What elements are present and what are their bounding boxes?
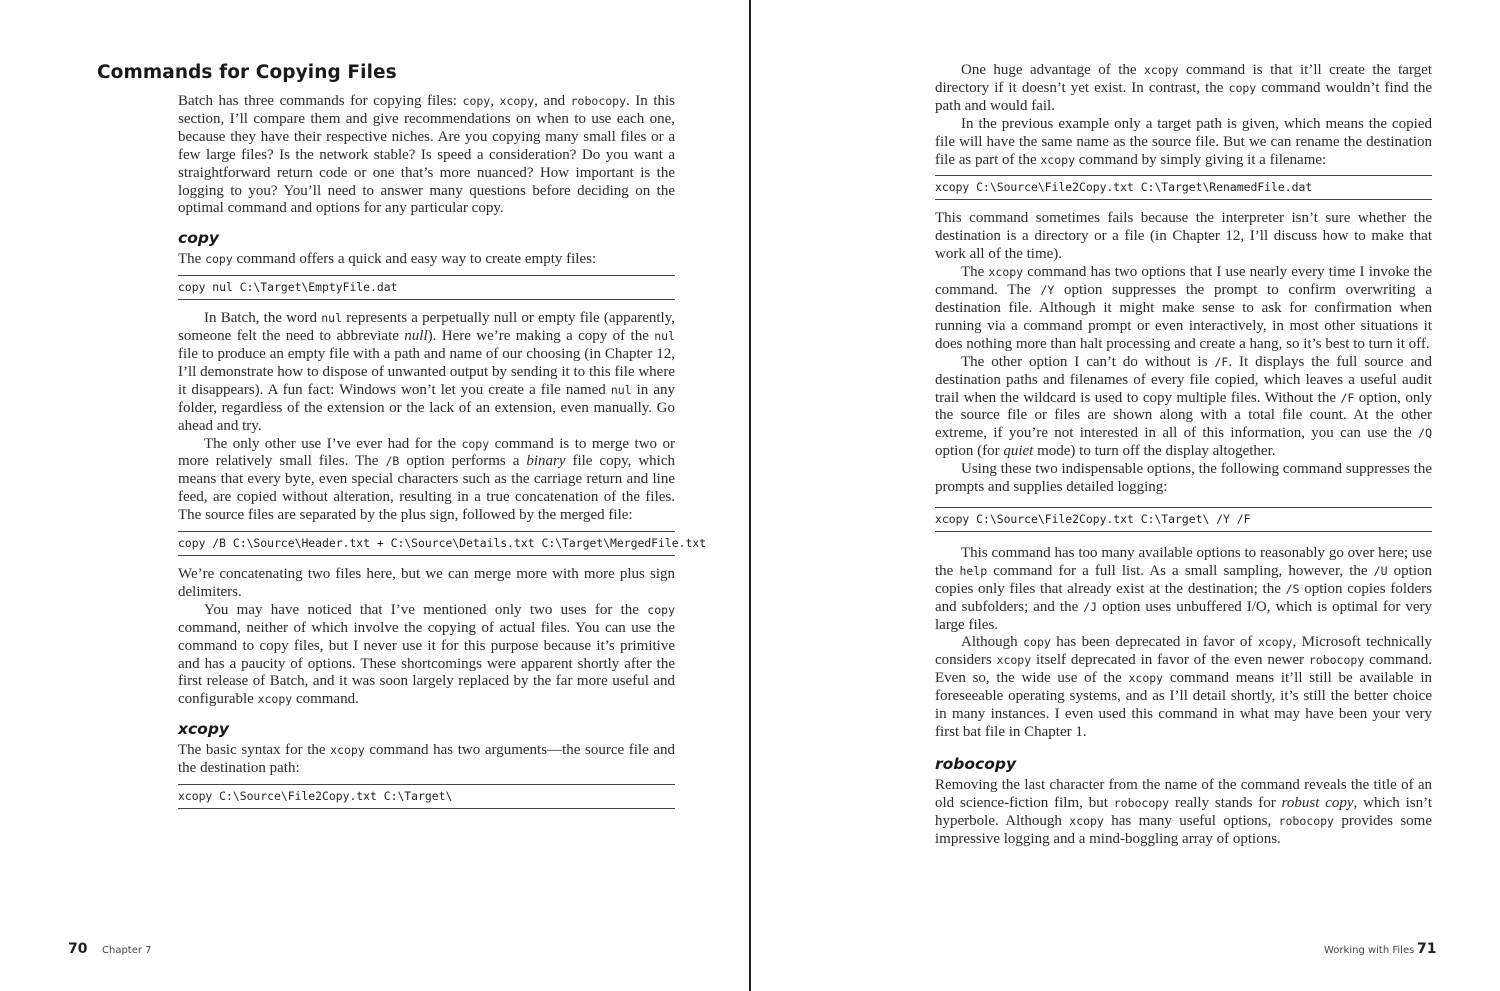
- emphasis: null: [404, 328, 428, 345]
- code-block-merge: copy /B C:\Source\Header.txt + C:\Source\Details.txt C:\Target\MergedFile.txt: [178, 531, 675, 556]
- robocopy-heading: robocopy: [935, 754, 1017, 773]
- xcopy-paragraph-1: The basic syntax for the xcopy command has two arguments—the source file and the destination path:: [178, 742, 675, 777]
- running-head: Chapter 7: [102, 945, 152, 956]
- inline-code: copy: [647, 602, 675, 617]
- inline-code: xcopy: [257, 692, 293, 707]
- copy-heading: copy: [178, 229, 220, 248]
- xcopy-paragraph-5: The xcopy command has two options that I use nearly every time I invoke the command. The /Y option suppresses the prompt to confirm overwriting a destination file. Although it might make sense to ask for confirmation when running via a command prompt or even interactively, in most other situations it does nothing more than halt processing and create a hang, so it’s best to turn it off.: [935, 264, 1432, 352]
- xcopy-paragraph-2: One huge advantage of the xcopy command is that it’ll create the target directory if it doesn’t yet exist. In contrast, the copy command wouldn’t find the path and would fail.: [935, 62, 1433, 114]
- inline-code: robocopy: [570, 94, 627, 108]
- inline-code: xcopy: [499, 94, 535, 108]
- code-block-empty-file: copy nul C:\Target\EmptyFile.dat: [178, 275, 675, 300]
- inline-code: /U: [1373, 563, 1388, 578]
- inline-code: /J: [1083, 599, 1098, 614]
- inline-code: /F: [1214, 354, 1229, 369]
- page-number: 70: [68, 941, 88, 957]
- inline-code: xcopy: [1069, 813, 1104, 828]
- inline-code: copy: [1228, 80, 1257, 95]
- inline-code: help: [959, 563, 988, 578]
- inline-code: xcopy: [988, 265, 1024, 280]
- inline-code: copy: [462, 94, 491, 108]
- code-block-rename: xcopy C:\Source\File2Copy.txt C:\Target\RenamedFile.dat: [935, 175, 1432, 200]
- page-number: 71: [1417, 941, 1437, 957]
- inline-code: /Y: [1040, 283, 1055, 298]
- inline-code: xcopy: [330, 743, 365, 758]
- inline-code: xcopy: [1040, 152, 1075, 167]
- xcopy-paragraph-4: This command sometimes fails because the interpreter isn’t sure whether the destination is a directory or a file (in Chapter 12, I’ll discuss how to make that work all of the time).: [935, 210, 1432, 263]
- inline-code: xcopy: [1128, 671, 1164, 686]
- inline-code: nul: [654, 329, 675, 344]
- code-block-xcopy-options: xcopy C:\Source\File2Copy.txt C:\Target\ /Y /F: [935, 507, 1432, 532]
- inline-code: copy: [461, 436, 490, 451]
- left-page: [0, 0, 749, 991]
- robocopy-paragraph-1: Removing the last character from the name of the command reveals the title of an old science-fiction film, but robocopy really stands for robust copy, which isn’t hyperbole. Although xcopy has many useful options, robocopy provides some impressive logging and a mind-boggling array of options.: [935, 776, 1433, 847]
- inline-code: copy: [1023, 635, 1051, 650]
- right-page: [751, 0, 1500, 991]
- xcopy-paragraph-7: Using these two indispensable options, the following command suppresses the prompts and supplies detailed logging:: [935, 461, 1432, 496]
- copy-paragraph-4: We’re concatenating two files here, but we can merge more with more plus sign delimiters.: [178, 566, 675, 600]
- intro-paragraph: Batch has three commands for copying files: copy, xcopy, and robocopy. In this section, I’ll compare them and give recommendations on when to use each one, because they have their respective niches. Are you copying many small files or a few large files? Is the network stable? Is speed a consideration? Do you want a straightforward return code or one that’s more nuanced? How important is the logging to you? You’ll need to answer many questions before deciding on the optimal command and options for any particular copy.: [178, 93, 676, 217]
- xcopy-paragraph-9: Although copy has been deprecated in favor of xcopy, Microsoft technically considers xcopy itself deprecated in favor of the even newer robocopy command. Even so, the wide use of the xcopy command means it’ll still be available in foreseeable operating systems, and as I’ll detail shortly, it’s still the better choice in many instances. I even used this command in what may have been your very first bat file in Chapter 1.: [935, 634, 1433, 740]
- xcopy-heading: xcopy: [178, 720, 230, 739]
- right-text-column: [935, 62, 1432, 848]
- running-head: Working with Files: [1324, 945, 1415, 956]
- xcopy-paragraph-6: The other option I can’t do without is /F. It displays the full source and destination paths and filenames of every file copied, which leaves a useful audit trail when the wildcard is used to copy multiple files. Without the /F option, only the source file or files are shown along with a total file count. At the other extreme, if you’re not interested in all of this information, you can use the /Q option (for quiet mode) to turn off the display altogether.: [935, 353, 1432, 460]
- section-title: Commands for Copying Files: [97, 62, 397, 83]
- inline-code: nul: [610, 382, 632, 397]
- inline-code: copy: [205, 252, 233, 267]
- emphasis: robust copy: [1281, 794, 1354, 811]
- inline-code: xcopy: [1143, 63, 1179, 77]
- inline-code: robocopy: [1113, 795, 1170, 810]
- inline-code: /F: [1340, 390, 1355, 405]
- inline-code: robocopy: [1308, 653, 1365, 668]
- inline-code: nul: [321, 311, 343, 326]
- copy-paragraph-3: The only other use I’ve ever had for the copy command is to merge two or more relatively small files. The /B option performs a binary file copy, which means that every byte, even special characters such as the carriage return and line feed, are copied without alteration, resulting in a true concatenation of the files. The source files are separated by the plus sign, followed by the merged file:: [178, 435, 675, 524]
- copy-paragraph-2: In Batch, the word nul represents a perpetually null or empty file (apparently, someone felt the need to abbreviate null). Here we’re making a copy of the nul file to produce an empty file with a path and name of our choosing (in Chapter 12, I’ll demonstrate how to dispose of unwanted output by sending it to this file where it disappears). A fun fact: Windows won’t let you create a file named nul in any folder, regardless of the extension or the lack of an extension, even manually. Go ahead and try.: [178, 310, 676, 434]
- emphasis: binary: [526, 453, 566, 470]
- code-block-xcopy-basic: xcopy C:\Source\File2Copy.txt C:\Target\: [178, 784, 675, 809]
- inline-code: /Q: [1418, 426, 1432, 441]
- inline-code: robocopy: [1278, 813, 1334, 828]
- inline-code: /S: [1285, 581, 1300, 596]
- copy-paragraph-1: The copy command offers a quick and easy way to create empty files:: [178, 251, 597, 268]
- copy-paragraph-5: You may have noticed that I’ve mentioned only two uses for the copy command, neither of which involve the copying of actual files. You can use the command to copy files, but I never use it for this purpose because it’s primitive and has a paucity of options. These shortcomings were apparent shortly after the first release of Batch, and it was soon largely replaced by the far more useful and configurable xcopy command.: [178, 601, 675, 708]
- xcopy-paragraph-8: This command has too many available options to reasonably go over here; use the help command for a full list. As a small sampling, however, the /U option copies only files that already exist at the destination; the /S option copies folders and subfolders; and the /J option uses unbuffered I/O, which is optimal for very large files.: [935, 544, 1432, 633]
- xcopy-paragraph-3: In the previous example only a target path is given, which means the copied file will have the same name as the source file. But we can rename the destination file as part of the xcopy command by simply giving it a filename:: [935, 115, 1432, 168]
- inline-code: /B: [385, 454, 400, 469]
- left-text-column: [178, 93, 707, 819]
- inline-code: xcopy: [1257, 635, 1293, 650]
- emphasis: quiet: [1003, 443, 1034, 460]
- inline-code: xcopy: [996, 653, 1032, 668]
